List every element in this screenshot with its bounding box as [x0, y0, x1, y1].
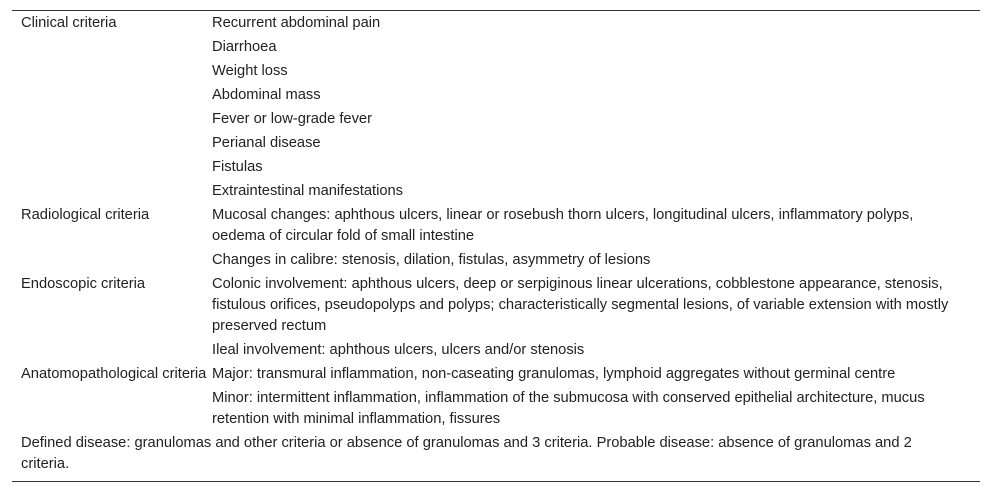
table-footnote-row [12, 431, 980, 481]
criterion-item: Extraintestinal manifestations [212, 182, 404, 199]
criterion-item: Changes in calibre: stenosis, dilation, fistulas, asymmetry of lesions [212, 251, 651, 268]
criterion-items [212, 203, 980, 272]
criterion-item: Minor: intermittent inflammation, inflammation of the submucosa with conserved epithelial architecture, mucus retention with minimal inflammation, fissures [212, 389, 925, 427]
criterion-item: Diarrhoea [212, 38, 277, 55]
criteria-table [12, 10, 980, 482]
criterion-item: Abdominal mass [212, 86, 321, 103]
criterion-label: Radiological criteria [21, 206, 150, 223]
criterion-item: Ileal involvement: aphthous ulcers, ulcers and/or stenosis [212, 341, 585, 358]
table-footnote: Defined disease: granulomas and other criteria or absence of granulomas and 3 criteria. Probable disease: absence of granulomas and 2 criteria. [21, 434, 912, 472]
criterion-label: Endoscopic criteria [21, 275, 146, 292]
criterion-label: Anatomopathological criteria [21, 365, 207, 382]
criterion-item: Fever or low-grade fever [212, 110, 372, 127]
table-row-radiological [12, 203, 980, 272]
criterion-label: Clinical criteria [21, 14, 117, 31]
criterion-item: Perianal disease [212, 134, 321, 151]
criterion-item: Colonic involvement: aphthous ulcers, deep or serpiginous linear ulcerations, cobblestone appearance, stenosis, fistulous orifices, pseudopolyps and polyps; characteristically segmental lesions, of variable extension with mostly preserved rectum [212, 275, 949, 334]
criterion-item: Mucosal changes: aphthous ulcers, linear or rosebush thorn ulcers, longitudinal ulcers, inflammatory polyps, oedema of circular fold of small intestine [212, 206, 914, 244]
criterion-items [212, 11, 980, 204]
criterion-items [212, 272, 980, 362]
criterion-items [212, 362, 980, 431]
table-row-anatomopathological [12, 362, 980, 431]
criteria-table-container [12, 10, 980, 482]
criterion-item: Major: transmural inflammation, non-caseating granulomas, lymphoid aggregates without germinal centre [212, 365, 896, 382]
criterion-item: Recurrent abdominal pain [212, 14, 381, 31]
criterion-item: Fistulas [212, 158, 263, 175]
table-row-endoscopic [12, 272, 980, 362]
criterion-item: Weight loss [212, 62, 288, 79]
table-row-clinical [12, 11, 980, 204]
